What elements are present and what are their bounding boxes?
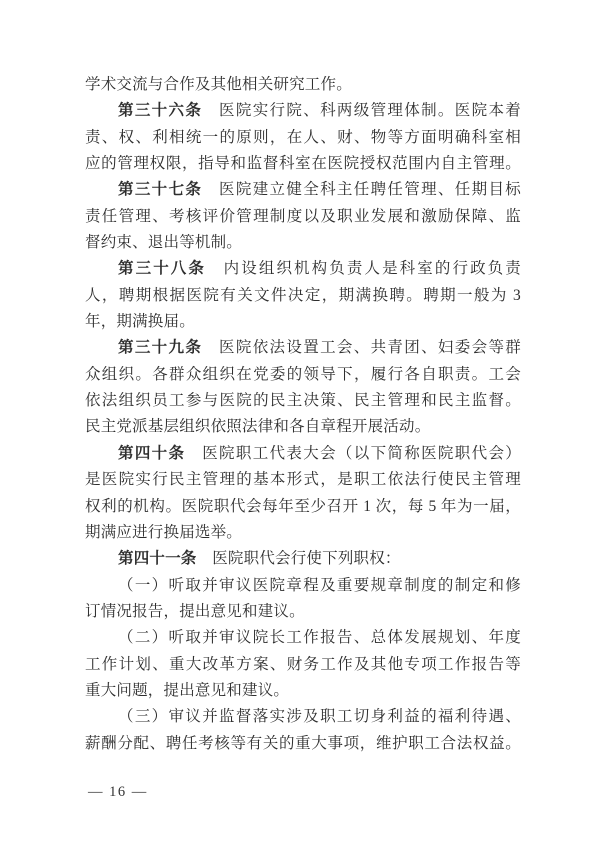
body-text: 人，聘期根据医院有关文件决定，期满换聘。聘期一般为 3 bbox=[85, 286, 521, 304]
body-text: 权利的机构。医院职代会每年至少召开 1 次，每 5 年为一届， bbox=[85, 497, 521, 515]
body-text: （二）听取并审议院长工作报告、总体发展规划、年度 bbox=[118, 629, 521, 647]
body-text: 医院依法设置工会、共青团、妇委会等群 bbox=[202, 339, 521, 357]
body-text: 期满应进行换届选举。 bbox=[85, 523, 243, 541]
document-line bbox=[85, 177, 521, 203]
document-line bbox=[85, 704, 521, 730]
body-text: 医院职代会行使下列职权： bbox=[196, 550, 401, 568]
document-line bbox=[85, 573, 521, 599]
body-text: 督约束、退出等机制。 bbox=[85, 234, 243, 252]
body-text: 民主党派基层组织依照法律和各自章程开展活动。 bbox=[85, 418, 431, 436]
document-line bbox=[85, 335, 521, 361]
body-text: 责、权、利相统一的原则，在人、财、物等方面明确科室相 bbox=[85, 128, 521, 146]
article-number: 第四十条 bbox=[118, 444, 186, 462]
document-line bbox=[85, 72, 521, 98]
body-text: 依法组织员工参与医院的民主决策、民主管理和民主监督。 bbox=[85, 392, 521, 410]
body-text: 医院建立健全科主任聘任管理、任期目标 bbox=[202, 181, 521, 199]
body-text: 内设组织机构负责人是科室的行政负责 bbox=[206, 260, 521, 278]
body-text: 工作计划、重大改革方案、财务工作及其他专项工作报告等 bbox=[85, 655, 521, 673]
document-line bbox=[85, 388, 521, 414]
body-text: 订情况报告，提出意见和建议。 bbox=[85, 602, 305, 620]
article-number: 第三十八条 bbox=[118, 260, 207, 278]
article-number: 第四十一条 bbox=[118, 550, 197, 568]
body-text: 学术交流与合作及其他相关研究工作。 bbox=[85, 76, 352, 93]
document-line bbox=[85, 520, 521, 546]
document-line bbox=[85, 441, 521, 467]
document-line bbox=[85, 546, 521, 572]
document-line bbox=[85, 204, 521, 230]
document-line bbox=[85, 151, 521, 177]
body-text: 应的管理权限，指导和监督科室在医院授权范围内自主管理。 bbox=[85, 155, 521, 173]
document-line bbox=[85, 283, 521, 309]
document-line bbox=[85, 678, 521, 704]
document-line bbox=[85, 599, 521, 625]
document-body bbox=[85, 72, 521, 757]
document-line bbox=[85, 230, 521, 256]
article-number: 第三十九条 bbox=[118, 339, 203, 357]
body-text: 年，期满换届。 bbox=[85, 313, 195, 331]
document-line bbox=[85, 125, 521, 151]
document-line bbox=[85, 256, 521, 282]
article-number: 第三十六条 bbox=[118, 102, 203, 120]
body-text: 医院实行院、科两级管理体制。医院本着 bbox=[202, 102, 521, 120]
body-text: 是医院实行民主管理的基本形式，是职工依法行使民主管理 bbox=[85, 471, 521, 489]
document-line bbox=[85, 652, 521, 678]
body-text: 重大问题，提出意见和建议。 bbox=[85, 681, 290, 699]
document-line bbox=[85, 362, 521, 388]
document-line bbox=[85, 309, 521, 335]
document-line bbox=[85, 625, 521, 651]
article-number: 第三十七条 bbox=[118, 181, 203, 199]
body-text: 众组织。各群众组织在党委的领导下，履行各自职责。工会 bbox=[85, 365, 521, 383]
document-line bbox=[85, 494, 521, 520]
body-text: 医院职工代表大会（以下简称医院职代会） bbox=[185, 444, 521, 462]
body-text: 责任管理、考核评价管理制度以及职业发展和激励保障、监 bbox=[85, 207, 521, 225]
body-text: （一）听取并审议医院章程及重要规章制度的制定和修 bbox=[118, 576, 521, 594]
document-line bbox=[85, 414, 521, 440]
body-text: （三）审议并监督落实涉及职工切身利益的福利待遇、 bbox=[118, 708, 521, 726]
page-number: — 16 — bbox=[88, 784, 148, 800]
document-line bbox=[85, 98, 521, 124]
document-line bbox=[85, 731, 521, 757]
body-text: 薪酬分配、聘任考核等有关的重大事项，维护职工合法权益。 bbox=[85, 734, 521, 752]
document-line bbox=[85, 467, 521, 493]
